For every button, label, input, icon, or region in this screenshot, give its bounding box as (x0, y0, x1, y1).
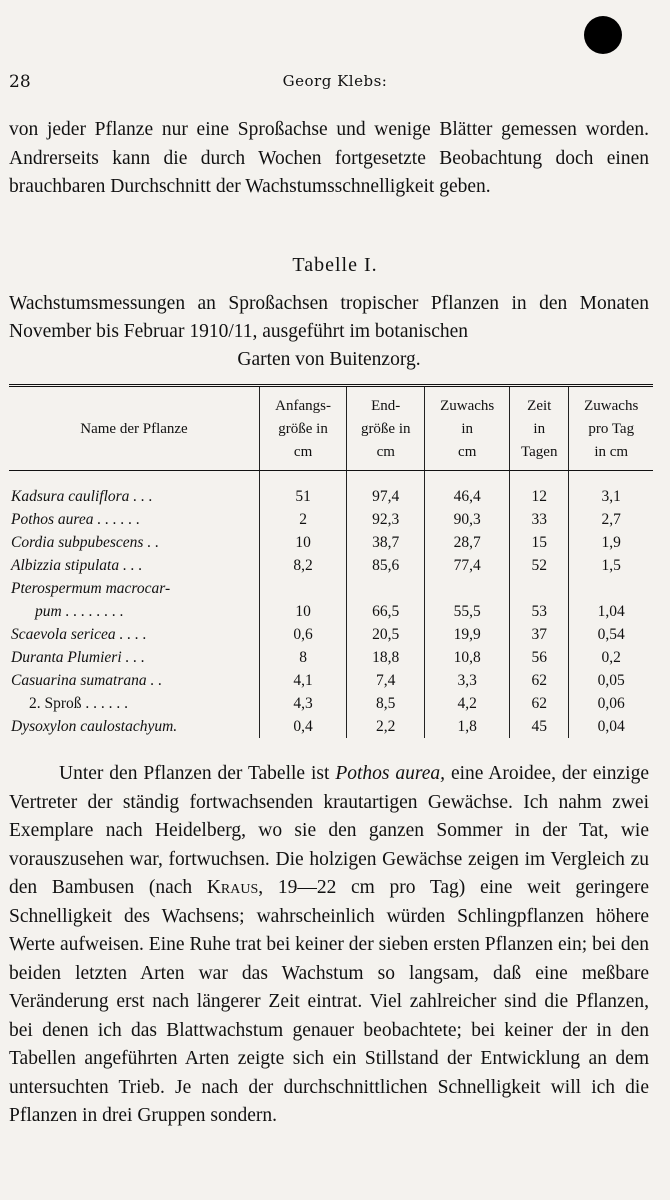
table-row: Albizzia stipulata . . . 8,2 85,6 77,4 52 1,5 (9, 554, 653, 577)
table-row: Pterospermum macrocar- (9, 577, 653, 600)
species-name: Pothos aurea, (335, 763, 446, 784)
header-growth: Zuwachs in cm (425, 386, 510, 471)
page-number: 28 (9, 72, 31, 92)
table-row: 2. Sproß . . . . . . 4,3 8,5 4,2 62 0,06 (9, 692, 653, 715)
intro-paragraph: von jeder Pflanze nur eine Sproßachse und wenige Blätter gemessen worden. Andrerseits kann die durch Wochen fortgesetzte Beobachtung doch einen brauchbaren Durchschnitt der Wachstumsschnelligkeit geben. (9, 119, 649, 197)
table-row: Dysoxylon caulostachyum. 0,4 2,2 1,8 45 0,04 (9, 715, 653, 738)
header-end: End- größe in cm (347, 386, 425, 471)
table-title: Tabelle I. (292, 254, 378, 276)
body-text-2: eine Aroidee, der einzige Vertreter der ständig fortwachsenden krautartigen Gewächse. Ich nahm zwei Exemplare nach Heidelberg, wo sie den ganzen Sommer in der Tat, wie vorauszusehen war, fortwuchsen. Die holzigen Gewächse zeigen im Vergleich zu den Bambusen (nach (9, 763, 649, 898)
table-row: Cordia subpubescens . . 10 38,7 28,7 15 1,9 (9, 531, 653, 554)
author-name: Kraus (206, 877, 259, 898)
table-row: pum . . . . . . . . 10 66,5 55,5 53 1,04 (9, 600, 653, 623)
table-row: Pothos aurea . . . . . . 2 92,3 90,3 33 2,7 (9, 508, 653, 531)
growth-table (9, 384, 653, 738)
table-row: Casuarina sumatrana . . 4,1 7,4 3,3 62 0,05 (9, 669, 653, 692)
table-caption-last-line: Garten von Buitenzorg. (237, 349, 421, 370)
table-row: Duranta Plumieri . . . 8 18,8 10,8 56 0,2 (9, 646, 653, 669)
table-header-row (9, 386, 653, 471)
header-start: Anfangs- größe in cm (260, 386, 347, 471)
page-header (0, 72, 670, 98)
running-head: Georg Klebs: (282, 72, 388, 90)
body-text-1: Unter den Pflanzen der Tabelle ist (59, 763, 336, 784)
table-row: Scaevola sericea . . . . 0,6 20,5 19,9 37 0,54 (9, 623, 653, 646)
table-caption-main: Wachstumsmessungen an Sproßachsen tropischer Pflanzen in den Monaten November bis Februar 1910/11, ausgeführt im botanischen (9, 293, 649, 342)
table-row: Kadsura cauliflora . . . 51 97,4 46,4 12 3,1 (9, 471, 653, 509)
header-time: Zeit in Tagen (510, 386, 569, 471)
body-text-3: , 19—22 cm pro Tag) eine weit geringere Schnelligkeit des Wachsens; wahrscheinlich würden Schlingpflanzen höhere Werte aufweisen. Eine Ruhe trat bei keiner der sieben ersten Pflanzen ein; bei den beiden letzten Arten war das Wachstum so langsam, daß eine meßbare Veränderung erst nach längerer Zeit eintrat. Viel zahlreicher sind die Pflanzen, bei denen ich das Blattwachstum genauer beobachtete; bei keiner der in den Tabellen angeführten Arten zeigte sich ein Stillstand der Entwicklung an dem untersuchten Trieb. Je nach der durchschnittlichen Schnelligkeit will ich die Pflanzen in drei Gruppen sondern. (9, 877, 649, 1126)
ink-blot (584, 16, 622, 54)
table-caption (9, 290, 649, 374)
header-name: Name der Pflanze (9, 386, 260, 471)
body-paragraph (9, 760, 649, 1131)
header-per-day: Zuwachs pro Tag in cm (569, 386, 653, 471)
